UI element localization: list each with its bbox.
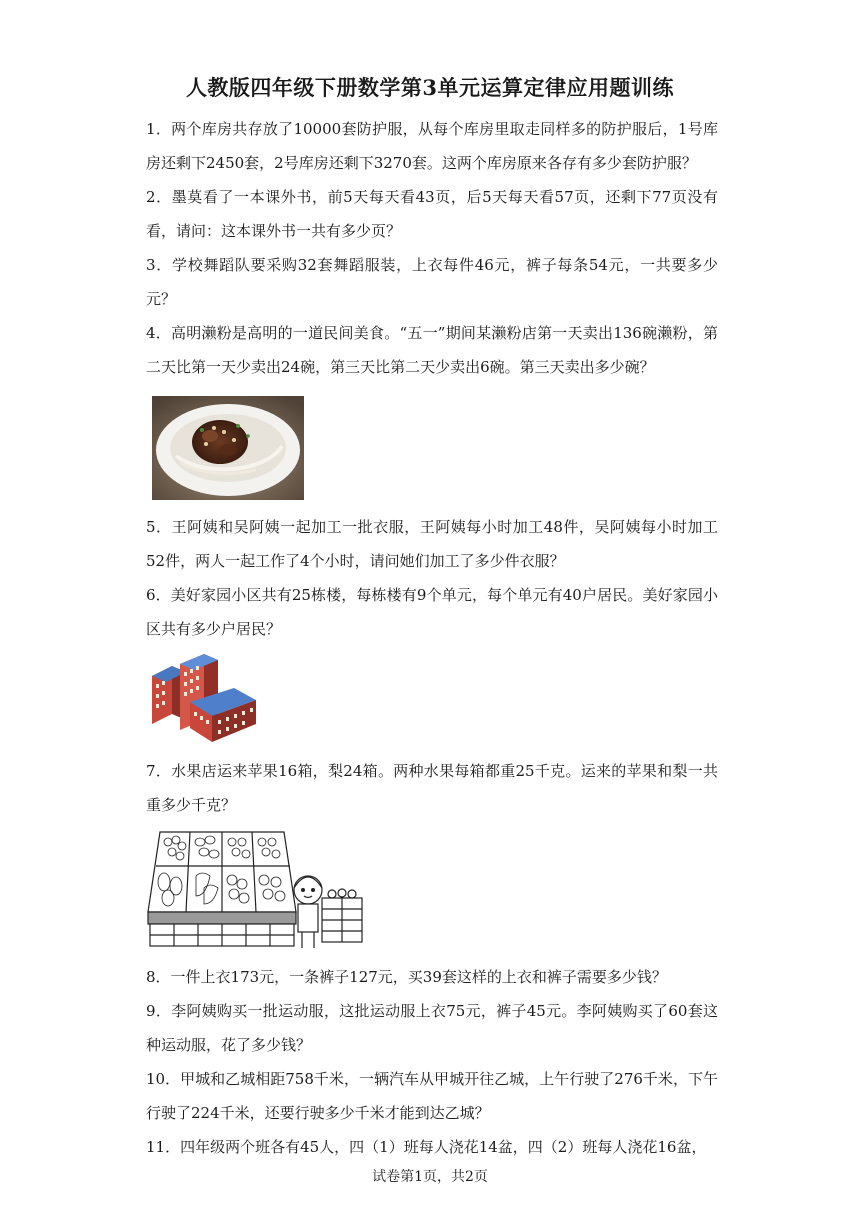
question-8: 8．一件上衣173元，一条裤子127元，买39套这样的上衣和裤子需要多少钱？ bbox=[146, 968, 667, 986]
question-list bbox=[146, 112, 718, 1164]
question-6: 6．美好家园小区共有25栋楼，每栋楼有9个单元，每个单元有40户居民。美好家园小区共有多少户居民？ bbox=[146, 586, 718, 638]
question-4: 4．高明濑粉是高明的一道民间美食。“五一”期间某濑粉店第一天卖出136碗濑粉，第二天比第一天少卖出24碗，第三天比第二天少卖出6碗。第三天卖出多少碗？ bbox=[146, 324, 718, 376]
fruit-stand-illustration bbox=[146, 826, 366, 956]
question-9: 9．李阿姨购买一批运动服，这批运动服上衣75元，裤子45元。李阿姨购买了60套这种运动服，花了多少钱？ bbox=[146, 1002, 718, 1054]
question-3: 3．学校舞蹈队要采购32套舞蹈服装，上衣每件46元，裤子每条54元，一共要多少元？ bbox=[146, 256, 718, 308]
page-title: 人教版四年级下册数学第3单元运算定律应用题训练 bbox=[185, 75, 675, 100]
q6-figure bbox=[146, 646, 718, 754]
question-11: 11．四年级两个班各有45人，四（1）班每人浇花14盆，四（2）班每人浇花16盆， bbox=[146, 1138, 707, 1156]
question-10: 10．甲城和乙城相距758千米，一辆汽车从甲城开往乙城，上午行驶了276千米，下午行驶了224千米，还要行驶多少千米才能到达乙城？ bbox=[146, 1070, 718, 1122]
question-5: 5．王阿姨和吴阿姨一起加工一批衣服，王阿姨每小时加工48件，吴阿姨每小时加工52件，两人一起工作了4个小时，请问她们加工了多少件衣服？ bbox=[146, 518, 718, 570]
question-2: 2．墨莫看了一本课外书，前5天每天看43页，后5天每天看57页，还剩下77页没有看，请问：这本课外书一共有多少页？ bbox=[146, 188, 718, 240]
noodle-bowl-photo bbox=[152, 396, 304, 500]
page-footer: 试卷第1页，共2页 bbox=[372, 1169, 488, 1185]
question-7: 7．水果店运来苹果16箱，梨24箱。两种水果每箱都重25千克。运来的苹果和梨一共重多少千克？ bbox=[146, 762, 718, 814]
question-1: 1．两个库房共存放了10000套防护服，从每个库房里取走同样多的防护服后，1号库房还剩下2450套，2号库房还剩下3270套。这两个库房原来各存有多少套防护服？ bbox=[146, 120, 718, 172]
q7-figure bbox=[146, 822, 718, 960]
apartment-buildings-illustration bbox=[150, 650, 262, 746]
q4-figure bbox=[146, 384, 718, 510]
